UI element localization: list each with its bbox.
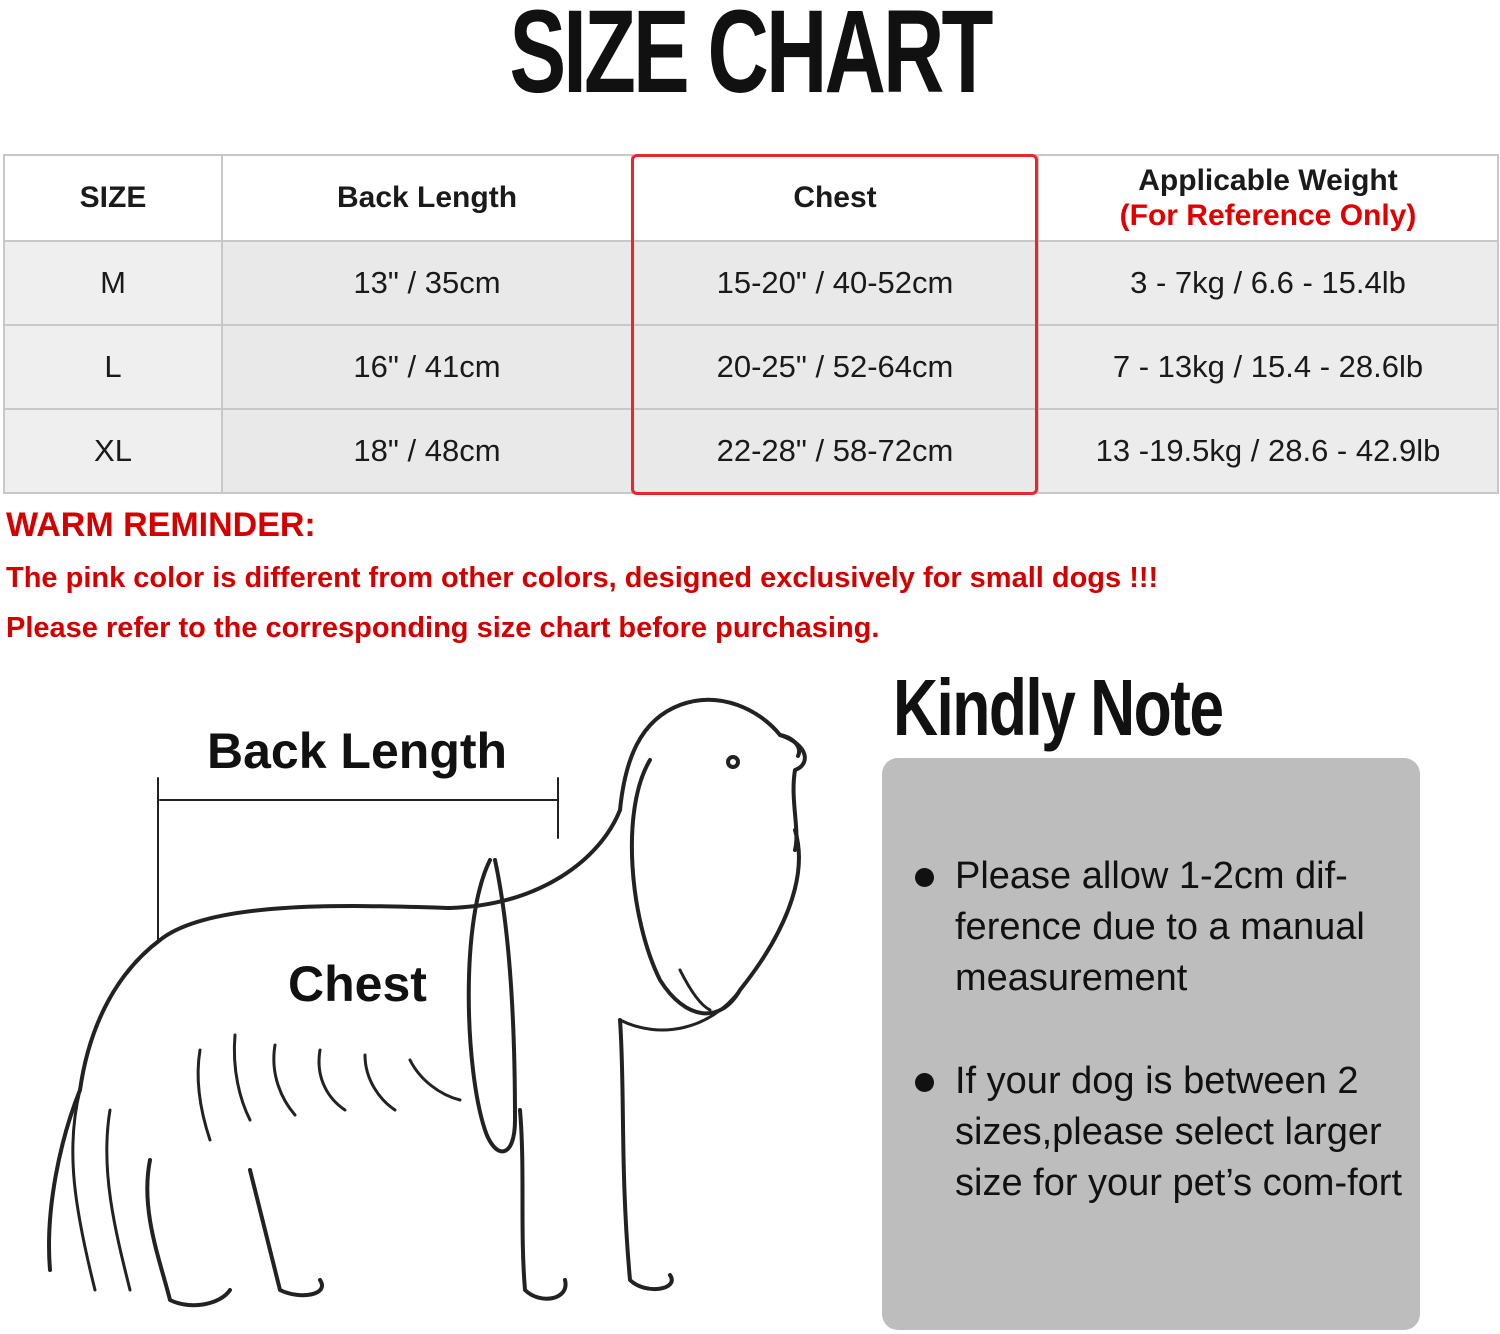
dog-eye xyxy=(728,757,738,767)
header-weight xyxy=(1038,155,1498,241)
cell-size: M xyxy=(4,241,222,325)
header-weight-note: (For Reference Only) xyxy=(1119,199,1417,232)
bullet-icon xyxy=(915,868,934,887)
dog-front-leg xyxy=(520,1110,566,1299)
table-row xyxy=(4,325,1498,409)
page-title: SIZE CHART xyxy=(509,0,991,118)
note-item: If your dog is between 2 sizes,please select larger size for your pet’s com-fort xyxy=(955,1060,1403,1204)
table-row xyxy=(4,409,1498,493)
dog-rump-outline xyxy=(49,940,160,1270)
cell-back-length: 18" / 48cm xyxy=(222,409,632,493)
cell-chest: 22-28" / 58-72cm xyxy=(632,409,1038,493)
cell-weight: 3 - 7kg / 6.6 - 15.4lb xyxy=(1038,241,1498,325)
cell-chest: 20-25" / 52-64cm xyxy=(632,325,1038,409)
dog-back-leg xyxy=(147,1160,230,1305)
dog-head-outline xyxy=(620,700,805,850)
header-back-length: Back Length xyxy=(222,155,632,241)
note-item: Please allow 1-2cm dif-ference due to a manual measurement xyxy=(955,855,1365,999)
cell-weight: 13 -19.5kg / 28.6 - 42.9lb xyxy=(1038,409,1498,493)
reminder-line-1: The pink color is different from other colors, designed exclusively for small dogs !!! xyxy=(6,562,1159,594)
dog-back-outline xyxy=(160,810,620,940)
kindly-note-box xyxy=(882,758,1420,1330)
cell-chest: 15-20" / 40-52cm xyxy=(632,241,1038,325)
dog-nose xyxy=(780,735,799,756)
header-size: SIZE xyxy=(4,155,222,241)
kindly-note-title: Kindly Note xyxy=(893,663,1223,752)
reminder-title: WARM REMINDER: xyxy=(6,506,316,544)
cell-weight: 7 - 13kg / 15.4 - 28.6lb xyxy=(1038,325,1498,409)
header-weight-label: Applicable Weight xyxy=(1138,164,1398,197)
back-length-label: Back Length xyxy=(207,723,508,779)
table-row xyxy=(4,241,1498,325)
dog-front-leg-2 xyxy=(620,1020,672,1289)
dog-ear-outline xyxy=(632,760,799,1013)
bullet-icon xyxy=(915,1073,934,1092)
size-table xyxy=(3,154,1499,494)
dog-back-leg-2 xyxy=(250,1170,322,1295)
cell-size: XL xyxy=(4,409,222,493)
cell-back-length: 13" / 35cm xyxy=(222,241,632,325)
cell-back-length: 16" / 41cm xyxy=(222,325,632,409)
dog-illustration xyxy=(20,690,840,1330)
header-chest: Chest xyxy=(632,155,1038,241)
cell-size: L xyxy=(4,325,222,409)
table-header-row xyxy=(4,155,1498,241)
reminder-line-2: Please refer to the corresponding size chart before purchasing. xyxy=(6,612,880,644)
chest-label: Chest xyxy=(288,956,427,1012)
